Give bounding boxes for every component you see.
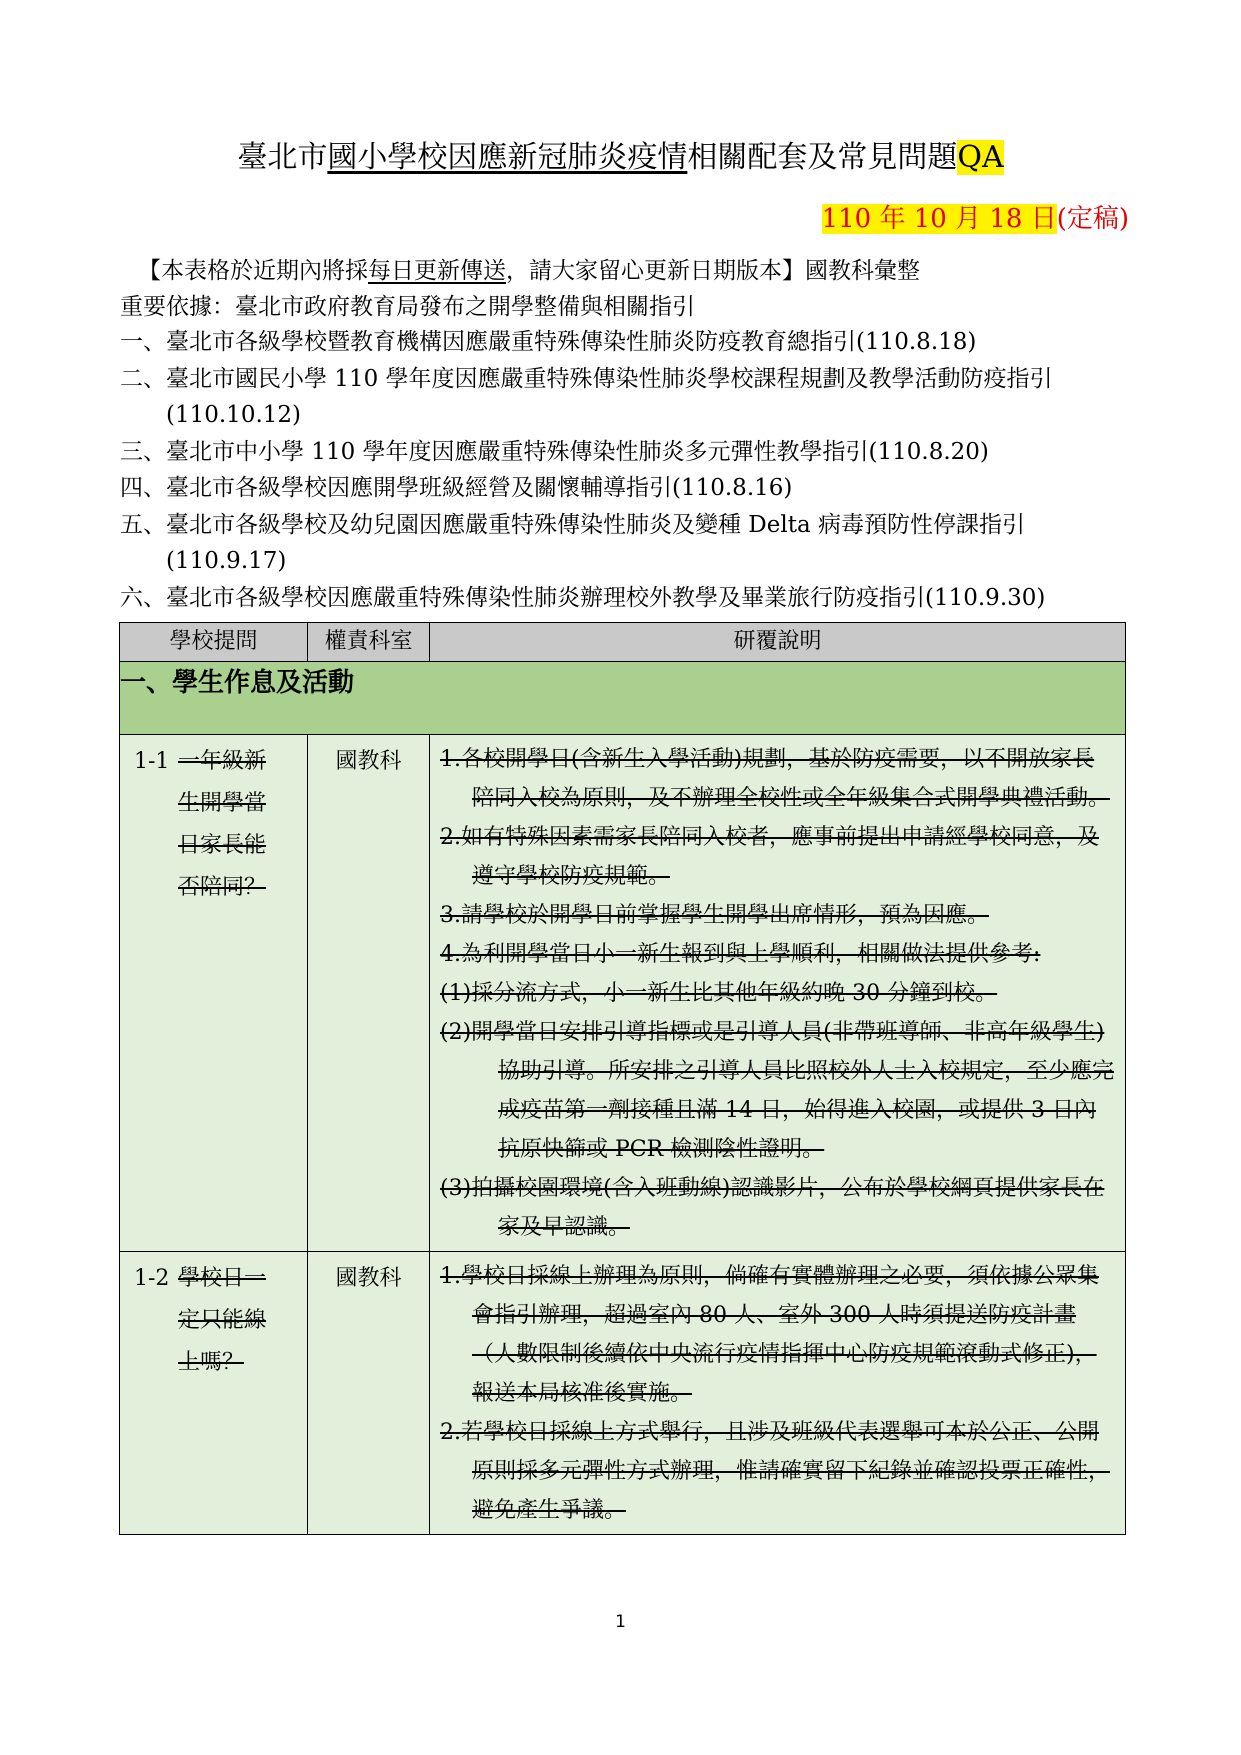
question-text: 生開學當 xyxy=(178,791,267,816)
reference-item xyxy=(120,470,792,506)
reference-item xyxy=(120,580,1045,616)
reference-number: 一、 xyxy=(120,329,166,355)
title-part-qa: QA xyxy=(957,140,1004,175)
reference-text: 臺北市各級學校及幼兒園因應嚴重特殊傳染性肺炎及變種 Delta 病毒預防性停課指引 xyxy=(166,512,1025,538)
answer-item: 1.學校日採線上辦理為原則，倘確有實體辦理之必要，須依據公眾集會指引辦理，超過室內 80 人、室外 300 人時須提送防疫計畫（人數限制後續依中央流行疫情指揮中心防疫規範滾動式修正)，報送本局核准後實施。 xyxy=(440,1264,1099,1406)
section-row xyxy=(120,662,1126,735)
table-row xyxy=(120,735,1126,1252)
answer-subitem: (1)採分流方式，小一新生比其他年級約晚 30 分鐘到校。 xyxy=(440,981,998,1006)
reference-number: 三、 xyxy=(120,439,166,465)
header-question: 學校提問 xyxy=(120,623,308,662)
section-title: 一、學生作息及活動 xyxy=(120,662,1126,735)
answer-item: 3.請學校於開學日前掌握學生開學出席情形，預為因應。 xyxy=(440,903,989,928)
reference-text: 臺北市各級學校因應開學班級經營及關懷輔導指引(110.8.16) xyxy=(166,475,793,501)
question-text: 上嗎？ xyxy=(178,1350,245,1375)
reference-number: 六、 xyxy=(120,585,166,611)
notice-text-a: 【本表格於近期內將採 xyxy=(138,258,368,284)
reference-number: 四、 xyxy=(120,475,166,501)
answer-item: 2.若學校日採線上方式舉行，且涉及班級代表選舉可本於公正、公開原則採多元彈性方式辦理，惟請確實留下紀錄並確認投票正確性，避免產生爭議。 xyxy=(440,1420,1111,1523)
date-text: 110 年 10 月 18 日 xyxy=(821,204,1057,234)
answer-subitem: (3)拍攝校園環境(含入班動線)認識影片，公布於學校網頁提供家長在家及早認識。 xyxy=(440,1176,1105,1240)
reference-item xyxy=(120,507,1025,579)
reference-number: 五、 xyxy=(120,512,166,538)
answer-subitem: (2)開學當日安排引導指標或是引導人員(非帶班導師、非高年級學生)協助引導。所安排之引導人員比照校外人士入校規定，至少應完成疫苗第一劑接種且滿 14 日，始得進入校園，或提供 3 日內抗原快篩或 PCR 檢測陰性證明。 xyxy=(440,1020,1115,1162)
question-number: 1-1 xyxy=(134,749,170,774)
document-title xyxy=(0,138,1241,178)
question-cell xyxy=(120,735,308,1252)
reference-text: 臺北市國民小學 110 學年度因應嚴重特殊傳染性肺炎學校課程規劃及教學活動防疫指引 xyxy=(166,366,1053,392)
dept-cell xyxy=(308,1252,430,1535)
answer-cell xyxy=(430,735,1126,1252)
dept-cell xyxy=(308,735,430,1252)
question-text: 一年級新 xyxy=(178,749,267,774)
answer-item: 4.為利開學當日小一新生報到與上學順利，相關做法提供參考: xyxy=(440,942,1041,967)
answer-cell xyxy=(430,1252,1126,1535)
dept-text: 國教科 xyxy=(335,1266,402,1291)
reference-date: (110.9.17) xyxy=(166,548,287,574)
question-text: 日家長能 xyxy=(178,833,267,858)
basis-line: 重要依據：臺北市政府教育局發布之開學整備與相關指引 xyxy=(120,294,695,320)
reference-text: 臺北市各級學校因應嚴重特殊傳染性肺炎辦理校外教學及畢業旅行防疫指引(110.9.30) xyxy=(166,585,1046,611)
reference-text: 臺北市各級學校暨教育機構因應嚴重特殊傳染性肺炎防疫教育總指引(110.8.18) xyxy=(166,329,977,355)
title-part-city: 臺北市 xyxy=(237,140,328,175)
question-number: 1-2 xyxy=(134,1266,170,1291)
page-number: 1 xyxy=(615,1612,626,1632)
date-status: (定稿) xyxy=(1056,204,1129,234)
question-cell xyxy=(120,1252,308,1535)
notice-text-c: ，請大家留心更新日期版本】國教科彙整 xyxy=(506,258,920,284)
answer-item: 2.如有特殊因素需家長陪同入校者，應事前提出申請經學校同意，及遵守學校防疫規範。 xyxy=(440,825,1099,889)
question-text: 否陪同？ xyxy=(178,875,267,900)
update-notice xyxy=(138,254,1148,288)
header-answer: 研覆說明 xyxy=(430,623,1126,662)
reference-item xyxy=(120,361,1053,433)
reference-number: 二、 xyxy=(120,366,166,392)
reference-item xyxy=(120,324,976,360)
notice-text-b: 每日更新傳送 xyxy=(368,258,506,284)
header-dept: 權責科室 xyxy=(308,623,430,662)
answer-item: 1.各校開學日(含新生入學活動)規劃，基於防疫需要，以不開放家長陪同入校為原則，及不辦理全校性或全年級集合式開學典禮活動。 xyxy=(440,747,1111,811)
title-part-subject: 國小學校因應新冠肺炎疫情 xyxy=(327,140,688,175)
reference-date: (110.10.12) xyxy=(166,402,302,428)
question-text: 定只能線 xyxy=(178,1308,267,1333)
qa-table xyxy=(119,622,1126,1535)
table-header-row xyxy=(120,623,1126,662)
question-text: 學校日一 xyxy=(178,1266,267,1291)
table-row xyxy=(120,1252,1126,1535)
dept-text: 國教科 xyxy=(335,749,402,774)
reference-item xyxy=(120,434,989,470)
reference-text: 臺北市中小學 110 學年度因應嚴重特殊傳染性肺炎多元彈性教學指引(110.8.20) xyxy=(166,439,989,465)
title-part-topic: 相關配套及常見問題 xyxy=(687,140,958,175)
document-date xyxy=(822,201,1129,237)
